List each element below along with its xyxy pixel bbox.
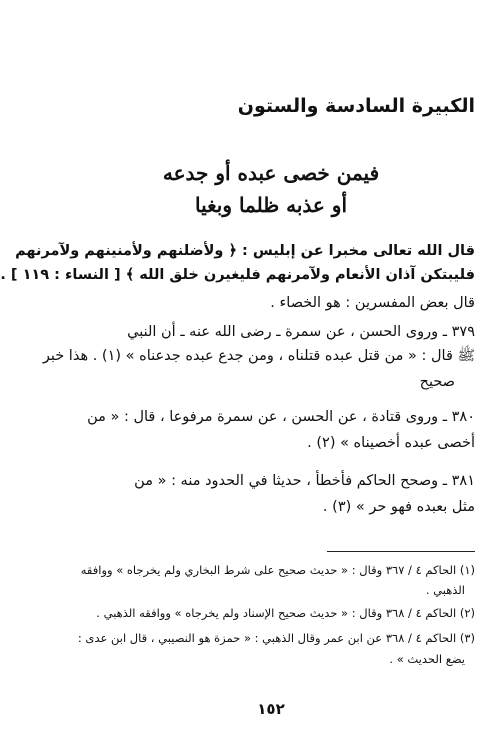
hadith-379-line-2: ﷺ قال : « من قتل عبده قتلناه ، ومن جدع عبده جدعناه » (١) . هذا خبر [42,348,475,364]
chapter-title: الكبيرة السادسة والستون [237,95,475,117]
footnote-2: (٢) الحاكم ٤ / ٣٦٨ وقال : « حديث صحيح الإسناد ولم يخرجاه » ووافقه الذهبي . [96,606,475,620]
page-number: ١٥٢ [257,700,285,718]
hadith-380-line-1: ٣٨٠ ـ وروى قتادة ، عن الحسن ، عن سمرة مرفوعا ، قال : « من [87,409,475,425]
subtitle-line-1: فيمن خصى عبده أو جدعه [162,161,380,185]
hadith-381-line-2: مثل بعبده فهو حر » (٣) . [322,499,475,515]
hadith-380-line-2: أخصى عبده أخصيناه » (٢) . [307,435,475,451]
quran-verse-line: فليبتكن آذان الأنعام ولآمرنهم فليغيرن خلق الله ﴾ [ النساء : ١١٩ ] . [0,267,475,283]
hadith-381-line-1: ٣٨١ ـ وصحح الحاكم فأخطأ ، حديثا في الحدود منه : « من [134,473,475,489]
footnote-3-line-1: (٣) الحاكم ٤ / ٣٦٨ عن ابن عمر وقال الذهبي : « حمزة هو النصيبي ، قال ابن عدى : [77,631,475,645]
footnote-1-line-1: (١) الحاكم ٤ / ٣٦٧ وقال : « حديث صحيح على شرط البخاري ولم يخرجاه » ووافقه [80,563,475,577]
footnote-3-line-2: يضع الحديث » . [389,652,465,666]
hadith-379-line-1: ٣٧٩ ـ وروى الحسن ، عن سمرة ـ رضى الله عنه ـ أن النبي [127,324,475,340]
footnote-1-line-2: الذهبي . [425,583,465,597]
footnote-separator [327,551,475,552]
commentary-line: قال بعض المفسرين : هو الخصاء . [270,295,475,311]
subtitle-line-2: أو عذبه ظلما وبغيا [194,193,348,217]
hadith-379-line-3: صحيح [419,374,455,390]
quran-intro-line: قال الله تعالى مخبرا عن إبليس : ﴿ ولأضلنهم ولأمنينهم ولآمرنهم [15,243,475,259]
